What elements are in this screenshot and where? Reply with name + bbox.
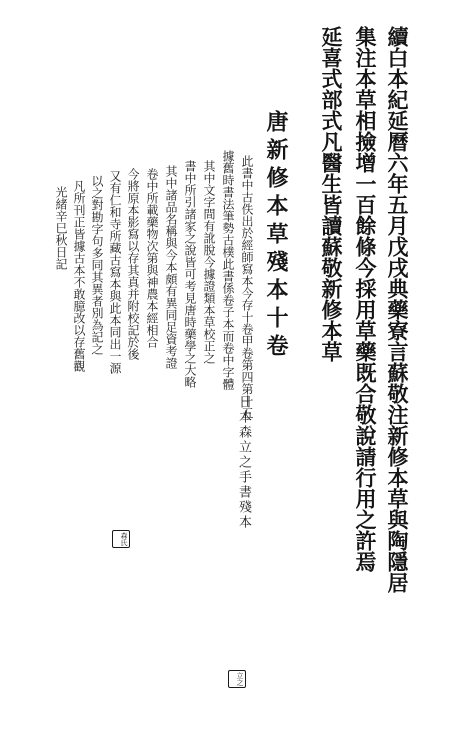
body-column-3: 其中文字間有訛脫今據證類本草校正之: [202, 160, 216, 364]
heading-column-3: 延喜式部式凡醫生皆讀蘇敬新修本草: [319, 26, 344, 362]
heading-column-2: 集注本草相撿增一百餘條今採用草藥既合敬說請行用之許焉: [353, 26, 378, 572]
heading-column-1: 續白本紀延曆六年五月戊戌典藥寮言蘇敬注新修本草與陶隱居: [385, 26, 410, 593]
body-column-6: 卷中所載藥物次第與神農本經相合: [145, 168, 159, 348]
document-title: 唐新修本草殘本十卷: [263, 110, 289, 362]
body-column-8: 又有仁和寺所藏古寫本與此本同出一源: [108, 170, 122, 374]
body-column-7: 今將原本影寫以存其真并附校記於後: [126, 168, 140, 360]
seal-stamp-2: 立之: [228, 670, 246, 688]
body-column-9: 以之對勘字句多同其異者別為記之: [90, 175, 104, 355]
body-column-10: 凡所刊正皆據古本不敢臆改以存舊觀: [72, 180, 86, 372]
body-column-4: 書中所引諸家之說皆可考見唐時藥學之大略: [183, 160, 197, 388]
body-column-11: 光緒辛巳秋日記: [54, 186, 68, 270]
body-column-1: 此書中古佚出於經師寫本今存十卷甲卷第四第十五: [240, 155, 254, 419]
author-line: 日本森立之手書殘本: [236, 395, 251, 530]
seal-stamp-1: 森氏: [112, 530, 130, 548]
body-column-2: 據舊時書法筆勢古樸此書係卷子本而卷中字體: [221, 150, 235, 390]
body-column-5: 其中諸品名稱與今本頗有異同足資考證: [164, 165, 178, 369]
